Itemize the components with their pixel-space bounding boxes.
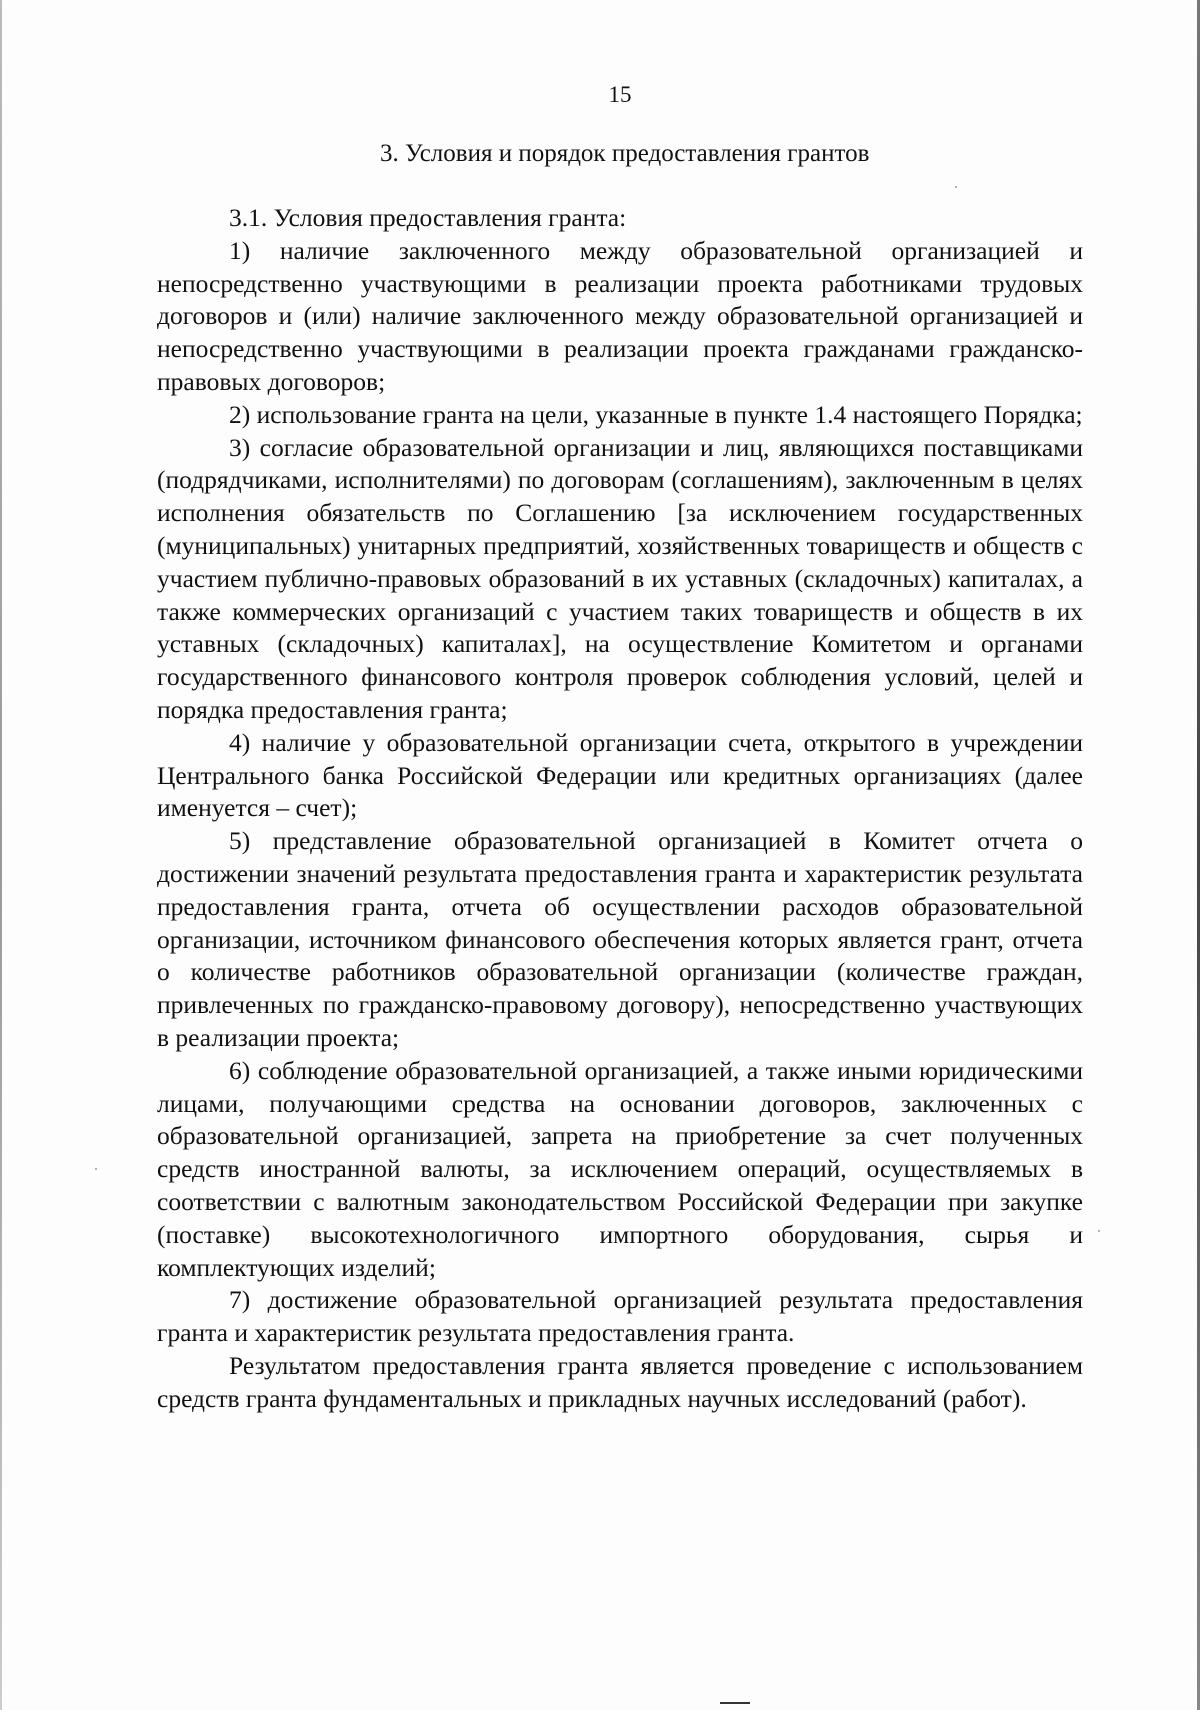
scan-speck xyxy=(1098,1230,1100,1232)
paragraph-item-7: 7) достижение образовательной организацией результата предоставления гранта и характеристик результата предоставления гранта. xyxy=(157,1285,1083,1348)
document-body xyxy=(157,202,1083,1415)
paragraph-item-1: 1) наличие заключенного между образовательной организацией и непосредственно участвующими в реализации проекта работниками трудовых договоров и (или) наличие заключенного между образовательной организацией и непосредственно участвующими в реализации проекта гражданами гражданско-правовых договоров; xyxy=(157,235,1083,396)
paragraph-item-5: 5) представление образовательной организацией в Комитет отчета о достижении значений результата предоставления гранта и характеристик результата предоставления гранта, отчета об осуществлении расходов образовательной организации, источником финансового обеспечения которых является грант, отчета о количестве работников образовательной организации (количестве граждан, привлеченных по гражданско-правовому договору), непосредственно участвующих в реализации проекта; xyxy=(157,826,1083,1052)
paragraph-item-3: 3) согласие образовательной организации и лиц, являющихся поставщиками (подрядчиками, исполнителями) по договорам (соглашениям), заключенным в целях исполнения обязательств по Соглашению [за исключением государственных (муниципальных) унитарных предприятий, хозяйственных товариществ и обществ с участием публично-правовых образований в их уставных (складочных) капиталах, а также коммерческих организаций с участием таких товариществ и обществ в их уставных (складочных) капиталах], на осуществление Комитетом и органами государственного финансового контроля проверок соблюдения условий, целей и порядка предоставления гранта; xyxy=(157,432,1083,724)
scan-speck xyxy=(95,1168,97,1170)
paragraph-item-2: 2) использование гранта на цели, указанные в пункте 1.4 настоящего Порядка; xyxy=(229,399,1083,429)
page-number: 15 xyxy=(608,82,632,107)
scan-edge-left xyxy=(0,0,2,1710)
bottom-scan-mark xyxy=(720,1702,750,1707)
paragraph-item-6: 6) соблюдение образовательной организацией, а также иными юридическими лицами, получающими средства на основании договоров, заключенных с образовательной организацией, запрета на приобретение за счет полученных средств иностранной валюты, за исключением операций, осуществляемых в соответствии с валютным законодательством Российской Федерации при закупке (поставке) высокотехнологичного импортного оборудования, сырья и комплектующих изделий; xyxy=(157,1055,1083,1282)
paragraph-result: Результатом предоставления гранта является проведение с использованием средств гранта фундаментальных и прикладных научных исследований (работ). xyxy=(157,1350,1083,1413)
paragraph-item-4: 4) наличие у образовательной организации счета, открытого в учреждении Центрального банка Российской Федерации или кредитных организациях (далее именуется – счет); xyxy=(157,727,1083,823)
scan-speck xyxy=(955,186,957,188)
paragraph-3-1: 3.1. Условия предоставления гранта: xyxy=(229,203,627,232)
section-title: 3. Условия и порядок предоставления грантов xyxy=(380,140,870,167)
